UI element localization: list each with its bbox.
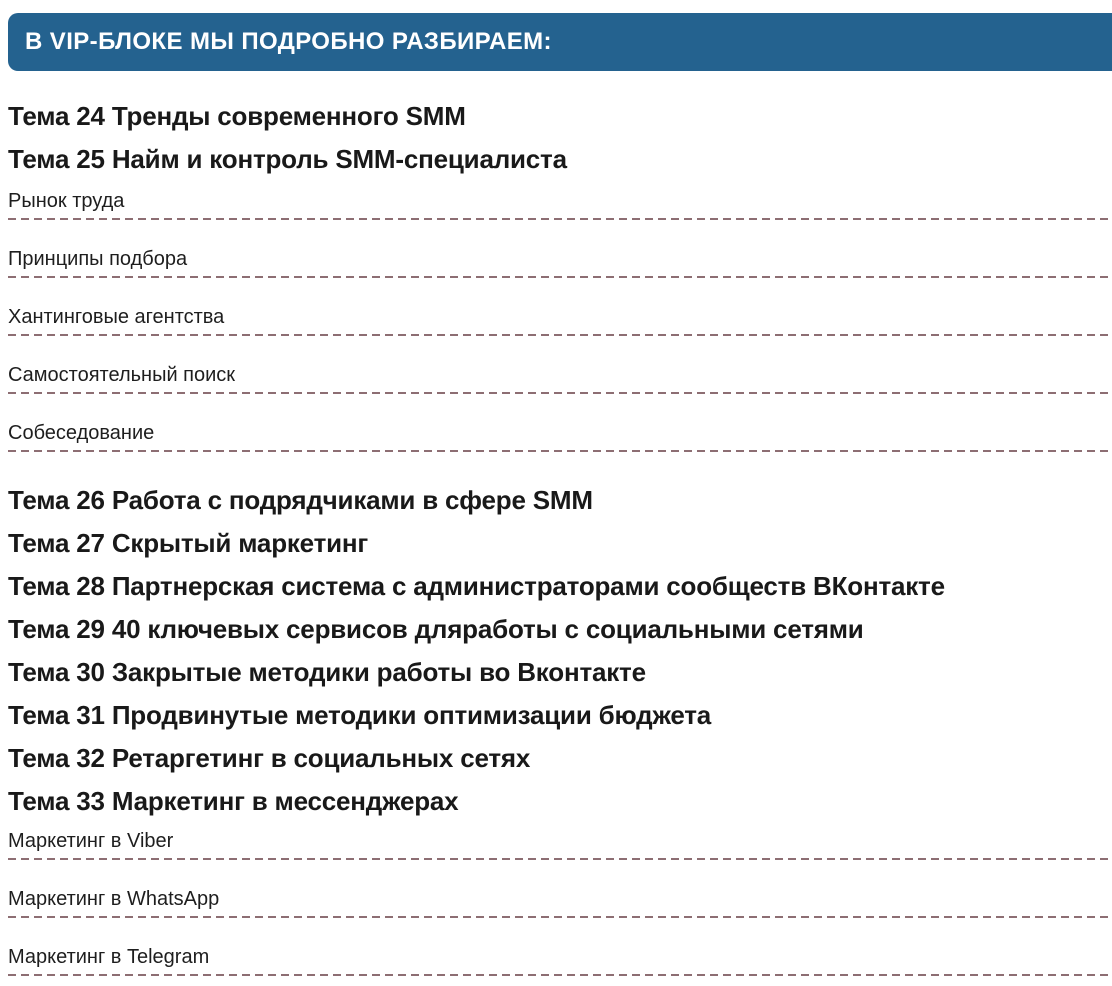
theme-heading-29: Тема 29 40 ключевых сервисов дляработы с социальными сетями [8, 614, 864, 644]
subitem-label: Принципы подбора [8, 248, 188, 270]
theme-heading-27: Тема 27 Скрытый маркетинг [8, 528, 369, 558]
theme-group-2 [8, 479, 1112, 823]
dashed-divider [8, 334, 1112, 336]
subitem-label: Маркетинг в WhatsApp [8, 888, 220, 910]
theme-heading-26: Тема 26 Работа с подрядчиками в сфере SMM [8, 485, 593, 515]
subitem-group-1 [8, 189, 1112, 452]
subitem-label: Хантинговые агентства [8, 306, 225, 328]
subitem-marketing-whatsapp [8, 887, 1112, 918]
subitem-label: Самостоятельный поиск [8, 364, 236, 386]
vip-block-page [0, 13, 1112, 986]
theme-heading-25: Тема 25 Найм и контроль SMM-специалиста [8, 144, 567, 174]
theme-heading-30: Тема 30 Закрытые методики работы во Вконтакте [8, 657, 646, 687]
dashed-divider [8, 392, 1112, 394]
dashed-divider [8, 974, 1112, 976]
subitem-label: Рынок труда [8, 190, 125, 212]
dashed-divider [8, 858, 1112, 860]
subitem-label: Маркетинг в Telegram [8, 946, 210, 968]
theme-group-1 [8, 95, 1112, 181]
subitem-group-2 [8, 829, 1112, 976]
vip-banner-title: В VIP-БЛОКЕ МЫ ПОДРОБНО РАЗБИРАЕМ: [25, 28, 552, 55]
theme-heading-24: Тема 24 Тренды современного SMM [8, 101, 466, 131]
subitem-labor-market [8, 189, 1112, 220]
theme-heading-32: Тема 32 Ретаргетинг в социальных сетях [8, 743, 531, 773]
vip-banner [8, 13, 1112, 71]
subitem-interview [8, 421, 1112, 452]
curriculum-content [8, 95, 1112, 976]
subitem-marketing-viber [8, 829, 1112, 860]
theme-heading-33: Тема 33 Маркетинг в мессенджерах [8, 786, 459, 816]
theme-heading-31: Тема 31 Продвинутые методики оптимизации бюджета [8, 700, 712, 730]
subitem-selection-principles [8, 247, 1112, 278]
dashed-divider [8, 450, 1112, 452]
dashed-divider [8, 276, 1112, 278]
theme-heading-28: Тема 28 Партнерская система с администраторами сообществ ВКонтакте [8, 571, 945, 601]
subitem-label: Собеседование [8, 422, 155, 444]
dashed-divider [8, 916, 1112, 918]
subitem-marketing-telegram [8, 945, 1112, 976]
subitem-hunting-agencies [8, 305, 1112, 336]
subitem-label: Маркетинг в Viber [8, 830, 174, 852]
dashed-divider [8, 218, 1112, 220]
subitem-independent-search [8, 363, 1112, 394]
